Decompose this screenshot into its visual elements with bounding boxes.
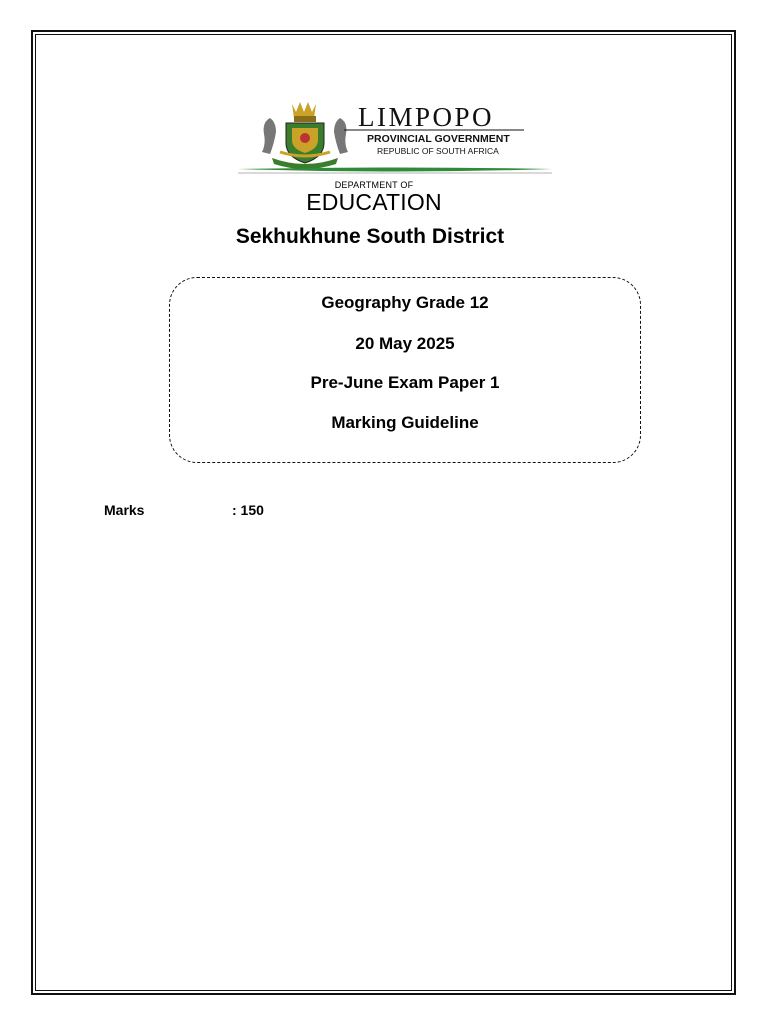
department-name: EDUCATION — [306, 189, 442, 215]
limpopo-government-logo — [236, 96, 554, 178]
government-wordmark — [344, 102, 524, 156]
green-underline — [238, 168, 552, 172]
district-name: Sekhukhune South District — [235, 225, 505, 248]
country-name: REPUBLIC OF SOUTH AFRICA — [377, 146, 499, 156]
department-prefix: DEPARTMENT OF — [334, 180, 414, 190]
coat-of-arms-icon — [262, 102, 348, 169]
province-name: LIMPOPO — [358, 102, 495, 132]
document-type-line: Marking Guideline — [331, 413, 479, 432]
subject-line: Geography Grade 12 — [321, 293, 489, 312]
exam-line: Pre-June Exam Paper 1 — [310, 373, 500, 392]
marks-label: Marks — [104, 502, 145, 518]
marks-value: : 150 — [232, 502, 264, 518]
date-line: 20 May 2025 — [355, 334, 455, 353]
government-name: PROVINCIAL GOVERNMENT — [367, 133, 510, 145]
